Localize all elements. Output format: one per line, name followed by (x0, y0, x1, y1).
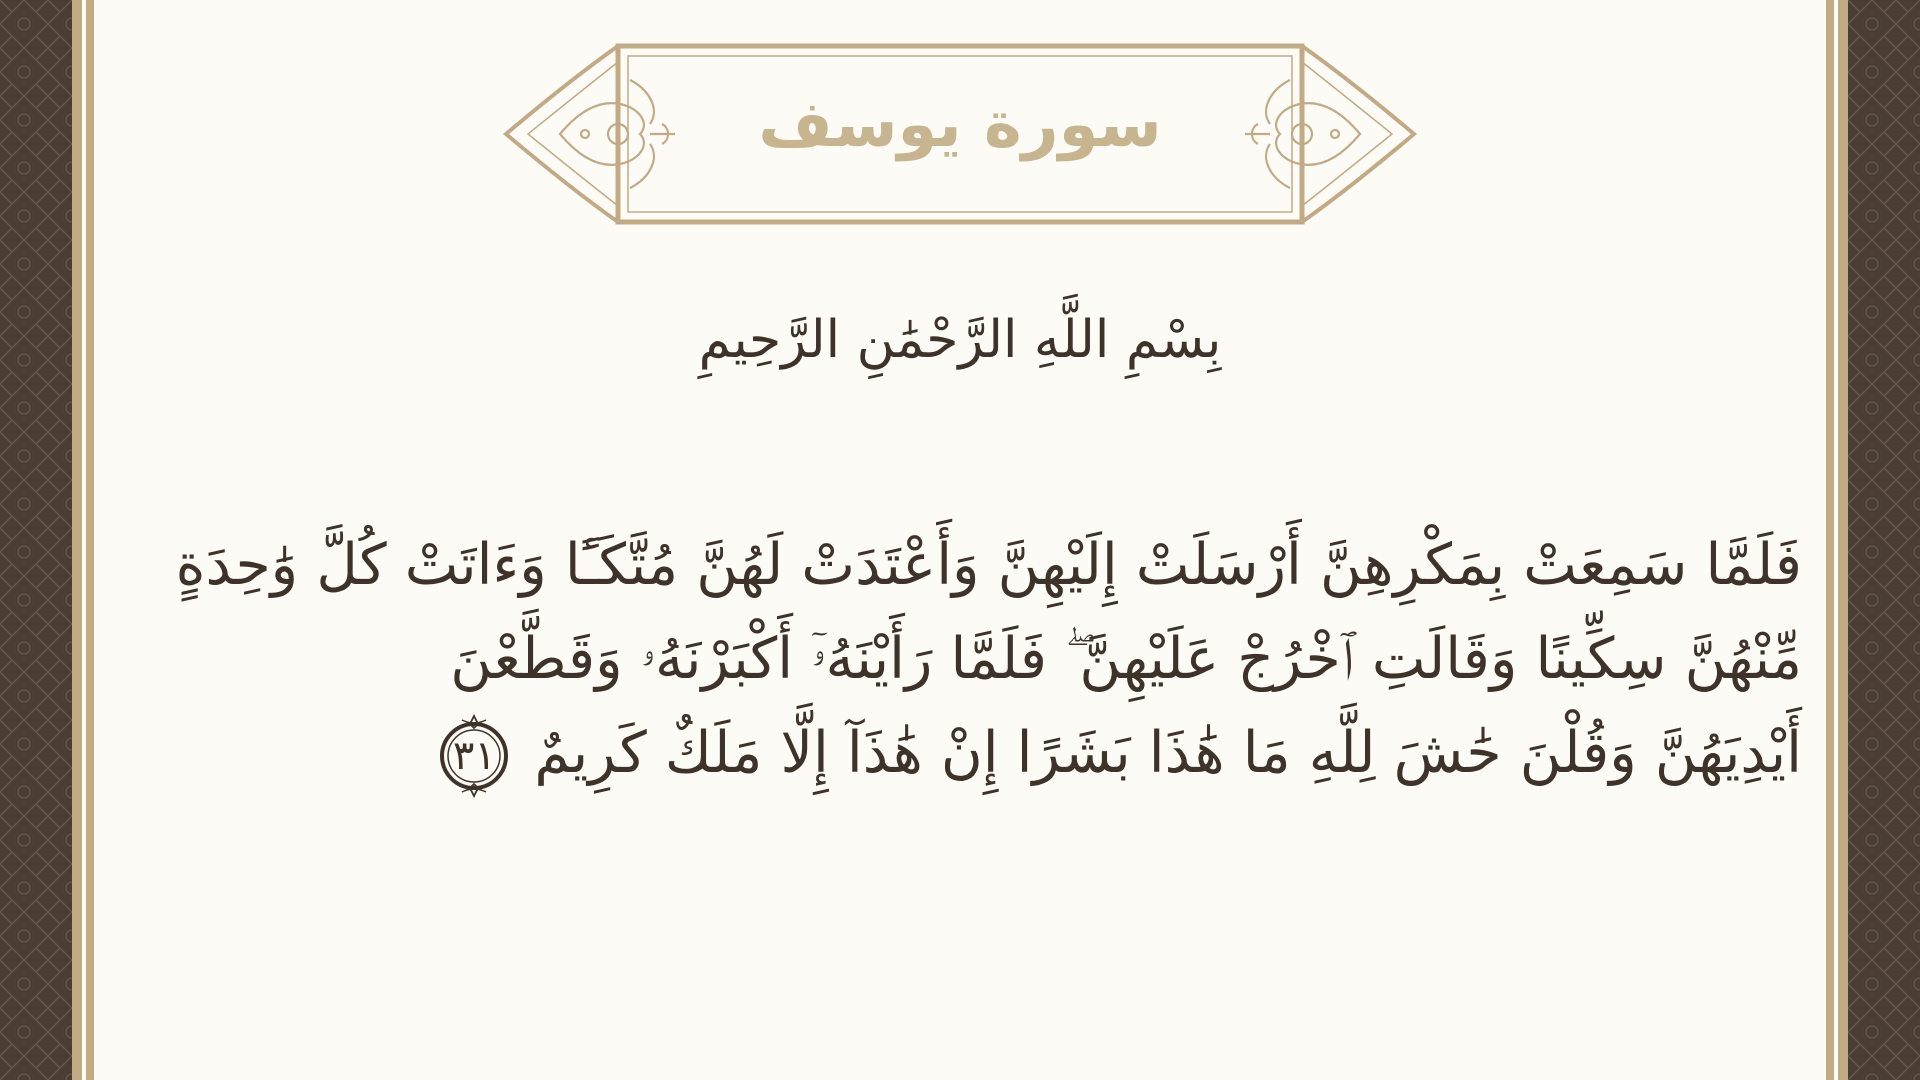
ayah-number-marker (432, 714, 516, 798)
right-rule-gap (1834, 0, 1838, 1080)
basmala: بِسْمِ اللَّهِ الرَّحْمَٰنِ الرَّحِيمِ (698, 310, 1222, 370)
verse-line-3 (98, 706, 1802, 800)
surah-title: سورة يوسف (758, 88, 1162, 162)
verse-line-2: مِّنْهُنَّ سِكِّينًا وَقَالَتِ ٱخْرُجْ عَلَيْهِنَّ ۖ فَلَمَّا رَأَيْنَهُۥٓ أَكْبَرْنَهُۥ وَقَطَّعْنَ (450, 626, 1802, 692)
verse-line-1: فَلَمَّا سَمِعَتْ بِمَكْرِهِنَّ أَرْسَلَتْ إِلَيْهِنَّ وَأَعْتَدَتْ لَهُنَّ مُتَّكَـًٔا وَءَاتَتْ كُلَّ وَٰحِدَةٍ (175, 532, 1802, 598)
geometric-pattern-icon (0, 0, 72, 1080)
verse-text (98, 518, 1802, 800)
right-ornamental-border (1848, 0, 1920, 1080)
verse-line-3-text: أَيْدِيَهُنَّ وَقُلْنَ حَٰشَ لِلَّهِ مَا هَٰذَا بَشَرًا إِنْ هَٰذَآ إِلَّا مَلَكٌ كَرِيمٌ (534, 720, 1802, 786)
surah-header-banner (500, 40, 1420, 230)
left-gold-rule-inner (86, 0, 94, 1080)
right-gold-rule-inner (1826, 0, 1834, 1080)
right-gold-rule (1838, 0, 1848, 1080)
ayah-number: ٣١ (452, 733, 496, 780)
left-gold-rule (72, 0, 82, 1080)
left-ornamental-border (0, 0, 72, 1080)
geometric-pattern-icon (1848, 0, 1920, 1080)
